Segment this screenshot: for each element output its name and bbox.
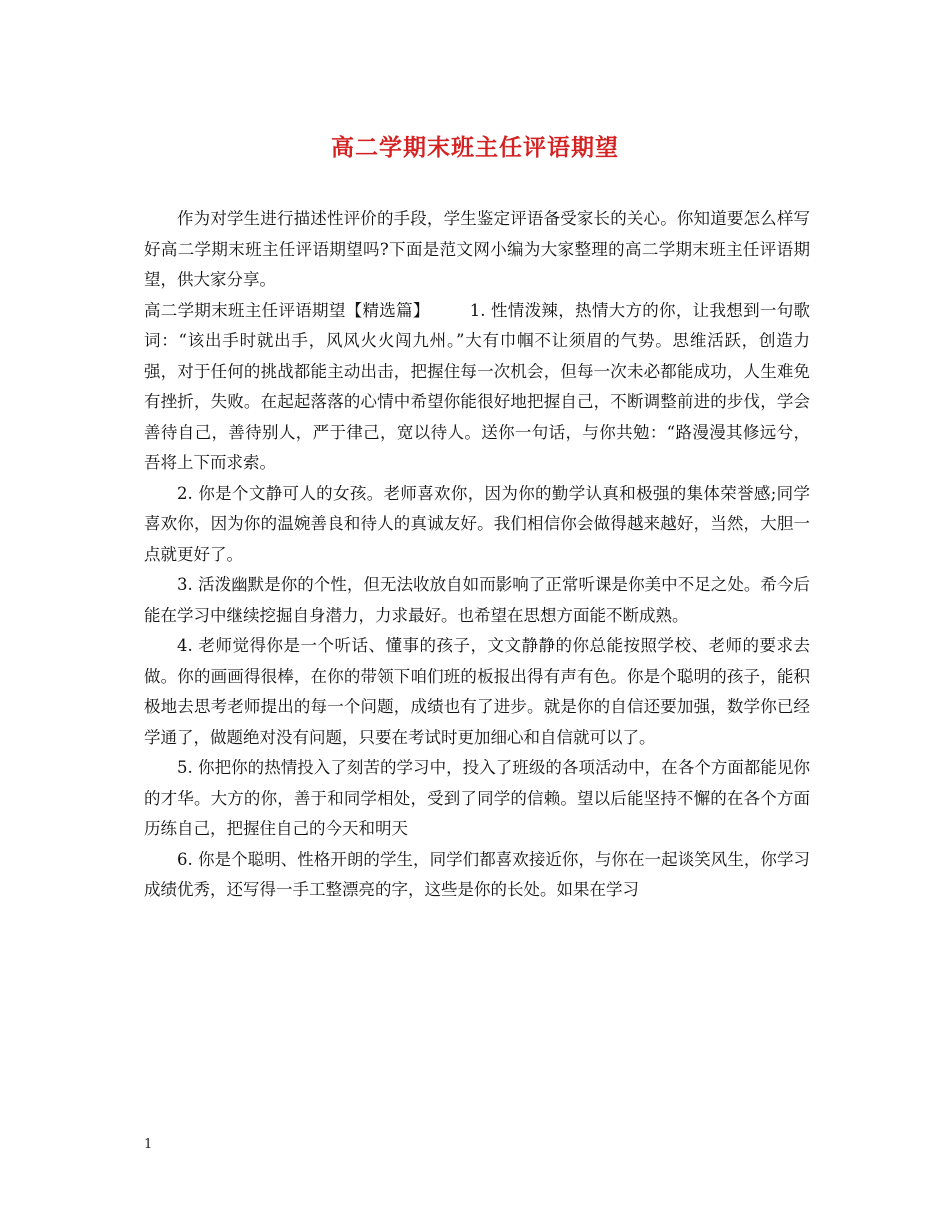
- document-title: 高二学期末班主任评语期望: [331, 134, 619, 161]
- comment-item-1: 1. 性情泼辣，热情大方的你，让我想到一句歌词：“该出手时就出手，风风火火闯九州。”大有巾帼不让须眉的气势。思维活跃，创造力强，对于任何的挑战都能主动出击，把握住每一次机会，但每一次未必都能成功，人生难免有挫折，失败。在起起落落的心情中希望你能很好地把握自己，不断调整前进的步伐，学会善待自己，善待别人，严于律己，宽以待人。送你一句话，与你共勉：“路漫漫其修远兮，吾将上下而求索。: [144, 300, 810, 472]
- section-heading: 高二学期末班主任评语期望【精选篇】: [144, 300, 430, 320]
- section-paragraph: [144, 296, 810, 479]
- intro-paragraph: 作为对学生进行描述性评价的手段，学生鉴定评语备受家长的关心。你知道要怎么样写好高二学期末班主任评语期望吗?下面是范文网小编为大家整理的高二学期末班主任评语期望，供大家分享。: [144, 209, 810, 289]
- comment-item-5: 5. 你把你的热情投入了刻苦的学习中，投入了班级的各项活动中，在各个方面都能见你的才华。大方的你，善于和同学相处，受到了同学的信赖。望以后能坚持不懈的在各个方面历练自己，把握住自己的今天和明天: [144, 758, 810, 838]
- comment-item-2: 2. 你是个文静可人的女孩。老师喜欢你，因为你的勤学认真和极强的集体荣誉感;同学喜欢你，因为你的温婉善良和待人的真诚友好。我们相信你会做得越来越好，当然，大胆一点就更好了。: [144, 483, 810, 564]
- document-body: [144, 204, 810, 906]
- comment-item-3: 3. 活泼幽默是你的个性，但无法收放自如而影响了正常听课是你美中不足之处。希今后能在学习中继续挖掘自身潜力，力求最好。也希望在思想方面能不断成熟。: [144, 575, 810, 625]
- comment-item-6: 6. 你是个聪明、性格开朗的学生，同学们都喜欢接近你，与你在一起谈笑风生，你学习成绩优秀，还写得一手工整漂亮的字，这些是你的长处。如果在学习: [144, 849, 810, 899]
- page-number: 1: [144, 1137, 153, 1152]
- comment-item-4: 4. 老师觉得你是一个听话、懂事的孩子，文文静静的你总能按照学校、老师的要求去做。你的画画得很棒，在你的带领下咱们班的板报出得有声有色。你是个聪明的孩子，能积极地去思考老师提出的每一个问题，成绩也有了进步。就是你的自信还要加强，数学你已经学通了，做题绝对没有问题，只要在考试时更加细心和自信就可以了。: [144, 636, 810, 747]
